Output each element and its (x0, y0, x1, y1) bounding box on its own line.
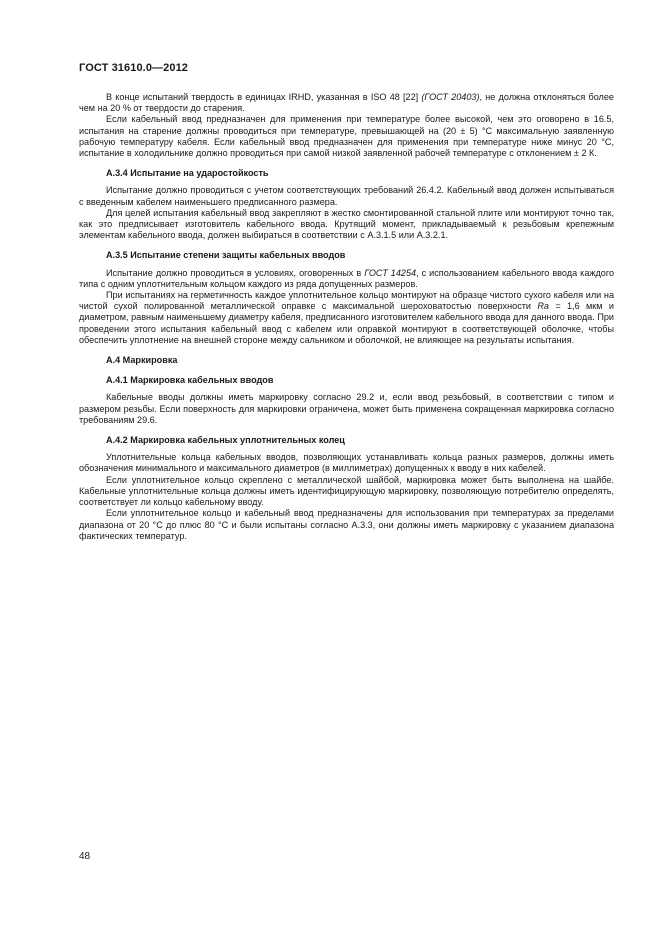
gost-reference: (ГОСТ 20403) (421, 92, 480, 102)
section-heading-a42: А.4.2 Маркировка кабельных уплотнительных колец (106, 435, 345, 446)
gost-reference: ГОСТ 14254 (364, 267, 417, 278)
paragraph-ring-diameters: Уплотнительные кольца кабельных вводов, позволяющих устанавливать кольца разных размеров, должны иметь обозначения минимального и максимального диаметров (в миллиметрах) допущенных к вводу в них кабелей. (79, 452, 614, 474)
section-heading-a41: А.4.1 Маркировка кабельных вводов (106, 375, 274, 386)
document-header: ГОСТ 31610.0—2012 (79, 62, 189, 74)
paragraph-tightness-tail: = 1,6 мкм и диаметром, равным наименьшему диаметру кабеля, предписанного изготовителем кабельного ввода для данного ввода. При проведении этого испытания кабельный ввод с кабелем или оправкой монтируют в соответствующей оболочке, чтобы обеспечить уплотнение на внешней стороне между сальником и оболочкой, не влияющее на результаты испытания. (79, 301, 614, 345)
paragraph-ingress-tail: , с использованием кабельного ввода каждого типа с одним уплотнительным кольцом каждого из ряда допущенных размеров. (79, 267, 614, 289)
paragraph-tightness-test (79, 290, 614, 346)
section-heading-a4: А.4 Маркировка (106, 355, 178, 366)
document-body (79, 92, 614, 542)
paragraph-impact-test: Испытание должно проводиться с учетом соответствующих требований 26.4.2. Кабельный ввод должен испытываться с введенным кабелем наименьшего предписанного размера. (79, 185, 614, 207)
paragraph-tightness-text: При испытаниях на герметичность каждое уплотнительное кольцо монтируют на образце чистого сухого кабеля или на чистой сухой полированной металлической оправке с максимальной шероховатостью поверхности (79, 290, 614, 312)
paragraph-ring-temperature: Если уплотнительное кольцо и кабельный ввод предназначены для использования при температурах за пределами диапазона от 20 °С до плюс 80 °С и были испытаны согласно А.3.3, они должны иметь маркировку с указанием диапазона фактических температур. (79, 508, 614, 541)
paragraph-ring-washer: Если уплотнительное кольцо скреплено с металлической шайбой, маркировка может быть выполнена на шайбе. Кабельные уплотнительные кольца должны иметь идентифицирующую маркировку, позволяющую потребителю определять, соответствует ли кольцо кабельному вводу. (79, 474, 614, 508)
page-number: 48 (79, 851, 91, 862)
paragraph-hardness-text: В конце испытаний твердость в единицах IRHD, указанная в ISO 48 [22] (106, 92, 422, 102)
paragraph-impact-mounting: Для целей испытания кабельный ввод закрепляют в жестко смонтированной стальной плите или монтируют точно так, как это предписывает изготовитель кабельного ввода. Крутящий момент, прикладываемый к резьбовым крепежным элементам кабельного ввода, должен выбираться в соответствии с А.3.1.5 или А.3.2.1. (79, 207, 614, 241)
paragraph-hardness (79, 92, 614, 114)
paragraph-ingress-conditions (79, 268, 614, 290)
section-heading-a35: А.3.5 Испытание степени защиты кабельных вводов (106, 250, 346, 261)
paragraph-ingress-text: Испытание должно проводиться в условиях, оговоренных в (106, 267, 365, 278)
section-heading-a34: А.3.4 Испытание на ударостойкость (106, 168, 269, 179)
paragraph-entry-marking: Кабельные вводы должны иметь маркировку согласно 29.2 и, если ввод резьбовый, в соответствии с типом и размером резьбы. Если поверхность для маркировки ограничена, может быть применена сокращенная маркировка согласно требованиям 29.6. (79, 392, 614, 425)
paragraph-aging-temperature: Если кабельный ввод предназначен для применения при температуре более высокой, чем это оговорено в 16.5, испытания на старение должны проводиться при температуре, превышающей на (20 ± 5) °С максимальную заявленную рабочую температуру кабеля. Если кабельный ввод предназначен для применения при температуре ниже минус 20 °С, испытание в холодильнике должно проводиться при самой низкой заявленной рабочей температуре с отклонением ± 2 К. (79, 114, 614, 159)
paragraph-hardness-tail: , не должна отклоняться более чем на 20 % от твердости до старения. (79, 92, 614, 114)
roughness-symbol: Ra (537, 301, 549, 312)
